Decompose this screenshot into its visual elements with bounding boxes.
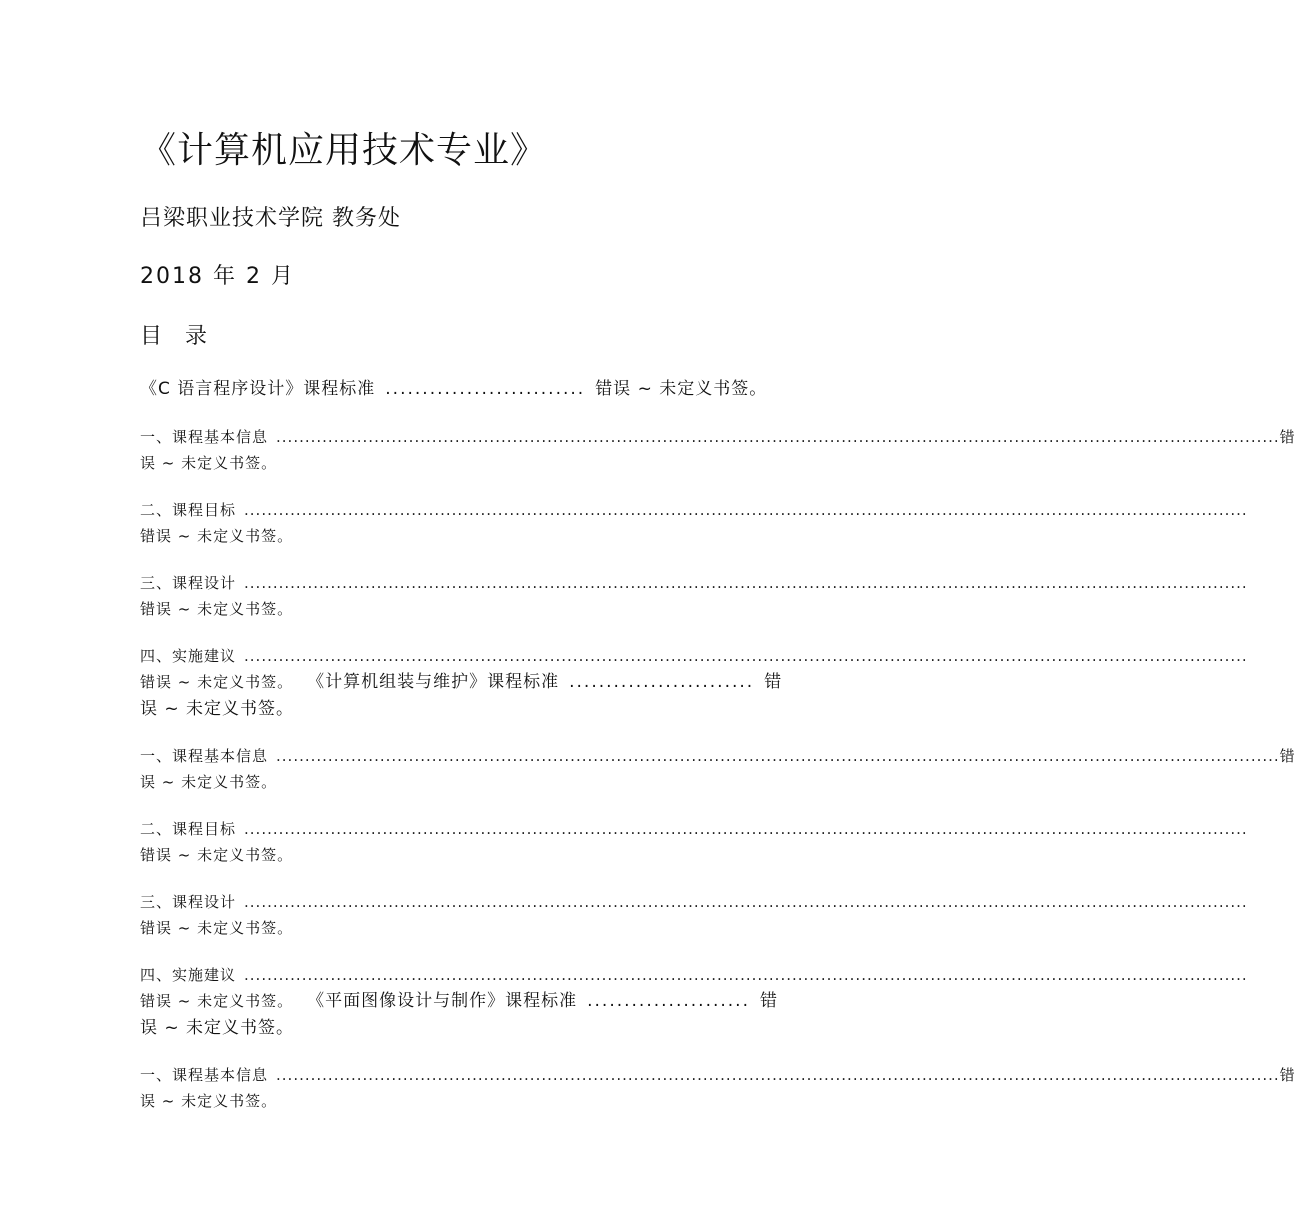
toc-page-ref-cont: 误 ~ 未定义书签。 [140, 773, 278, 791]
toc-leader: .............................................................................................................................................................................. [244, 820, 1248, 838]
toc-entry-section[interactable] [140, 889, 1248, 941]
toc-entry-section[interactable] [140, 743, 1296, 795]
toc-section-title: 四、实施建议 [140, 647, 237, 665]
toc-entry-section[interactable] [140, 570, 1248, 622]
toc-page-ref-cont [140, 696, 810, 723]
toc-page-ref-start: 错 [760, 991, 778, 1011]
toc-page-ref-cont: 误 ~ 未定义书签。 [140, 454, 278, 472]
toc-section-title: 一、课程基本信息 [140, 747, 269, 765]
document-title: 《计算机应用技术专业》 [140, 130, 548, 171]
toc-entry-section[interactable] [140, 643, 1248, 669]
toc-page-ref-cont-text: 误 ~ 未定义书签。 [140, 699, 295, 719]
toc-leader: .............................................................................................................................................................................. [276, 1066, 1280, 1084]
toc-page-ref: 错误 ~ 未定义书签。 [140, 919, 294, 937]
toc-page-ref-start: 错 [1279, 1066, 1296, 1084]
toc-leader: ...................... [587, 991, 750, 1011]
institution-name: 吕梁职业技术学院 教务处 [140, 206, 401, 231]
toc-course-title: 《计算机组装与维护》课程标准 [307, 672, 560, 692]
toc-page-ref: 错误 ~ 未定义书签。 [140, 846, 294, 864]
document-page [140, 0, 1296, 1230]
toc-leader: ........................... [385, 379, 586, 399]
toc-section-title: 二、课程目标 [140, 501, 237, 519]
toc-leader: .............................................................................................................................................................................. [276, 747, 1280, 765]
toc-section-title: 三、课程设计 [140, 893, 237, 911]
toc-entry-section[interactable] [140, 962, 1248, 988]
toc-leader: ......................... [569, 672, 755, 692]
toc-section-title: 四、实施建议 [140, 966, 237, 984]
toc-page-ref-cont [140, 1015, 810, 1042]
toc-page-ref: 错误 ~ 未定义书签。 [140, 992, 294, 1010]
toc-page-ref-start: 错 [1279, 747, 1296, 765]
toc-page-ref: 错误 ~ 未定义书签。 [140, 673, 294, 691]
toc-section-title: 一、课程基本信息 [140, 1066, 269, 1084]
document-date: 2018 年 2 月 [140, 264, 295, 289]
toc-leader: .............................................................................................................................................................................. [244, 893, 1248, 911]
toc-page-ref-start: 错 [764, 672, 783, 692]
toc-page-ref-start: 错 [1279, 428, 1296, 446]
toc-section-title: 一、课程基本信息 [140, 428, 269, 446]
toc-entry-course-3[interactable] [140, 988, 810, 1015]
toc-leader: .............................................................................................................................................................................. [244, 574, 1248, 592]
toc-entry-section[interactable] [140, 816, 1248, 868]
toc-heading: 目 录 [140, 324, 215, 349]
toc-page-ref-cont: 误 ~ 未定义书签。 [140, 1092, 278, 1110]
toc-course-title: 《C 语言程序设计》课程标准 [140, 379, 376, 399]
toc-entry-section[interactable] [140, 1062, 1296, 1114]
toc-entry-section[interactable] [140, 424, 1296, 476]
toc-entry-section[interactable] [140, 497, 1248, 549]
toc-course-title: 《平面图像设计与制作》课程标准 [307, 991, 578, 1011]
toc-leader: .............................................................................................................................................................................. [244, 966, 1248, 984]
toc-page-ref-cont-text: 误 ~ 未定义书签。 [140, 1018, 295, 1038]
toc-leader: .............................................................................................................................................................................. [244, 647, 1248, 665]
toc-entry-course-1[interactable] [140, 376, 810, 402]
toc-page-ref: 错误 ~ 未定义书签。 [140, 600, 294, 618]
toc-leader: .............................................................................................................................................................................. [276, 428, 1280, 446]
toc-section-title: 二、课程目标 [140, 820, 237, 838]
toc-section-title: 三、课程设计 [140, 574, 237, 592]
toc-leader: .............................................................................................................................................................................. [244, 501, 1248, 519]
toc-page-ref: 错误 ~ 未定义书签。 [140, 527, 294, 545]
toc-page-ref: 错误 ~ 未定义书签。 [595, 379, 768, 399]
toc-entry-course-2[interactable] [140, 669, 810, 696]
